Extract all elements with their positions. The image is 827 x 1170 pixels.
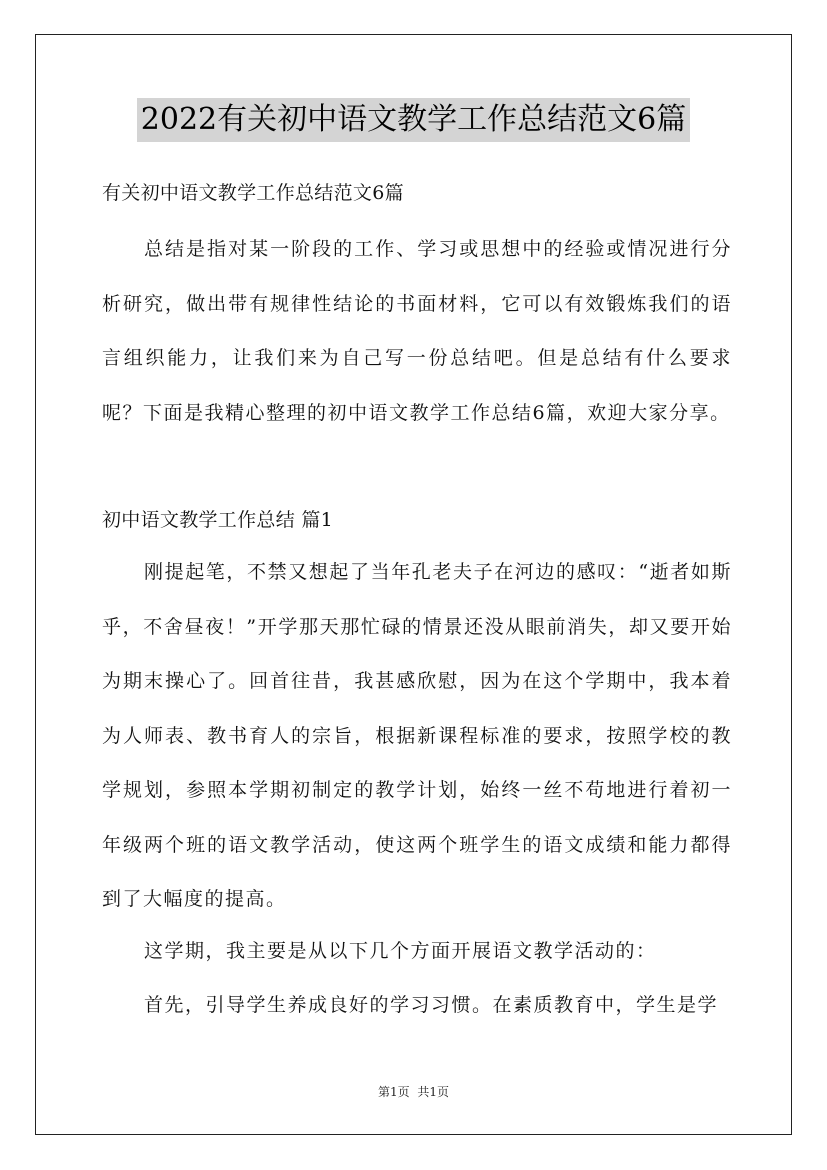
intro-paragraph: 总结是指对某一阶段的工作、学习或思想中的经验或情况进行分析研究，做出带有规律性结论的书面材料，它可以有效锻炼我们的语言组织能力，让我们来为自己写一份总结吧。但是总结有什么要求呢？下面是我精心整理的初中语文教学工作总结6篇，欢迎大家分享。 <box>102 238 732 424</box>
page-number: 第1页 <box>377 1085 410 1099</box>
document-subtitle: 有关初中语文教学工作总结范文6篇 <box>102 182 404 204</box>
page-total: 共1页 <box>417 1085 450 1099</box>
body-paragraph: 刚提起笔，不禁又想起了当年孔老夫子在河边的感叹：“逝者如斯乎，不舍昼夜！”开学那天那忙碌的情景还没从眼前消失，却又要开始为期末操心了。回首往昔，我甚感欣慰，因为在这个学期中，我本着为人师表、教书育人的宗旨，根据新课程标准的要求，按照学校的教学规划，参照本学期初制定的教学计划，始终一丝不苟地进行着初一年级两个班的语文教学活动，使这两个班学生的语文成绩和能力都得到了大幅度的提高。 <box>102 561 732 910</box>
section-heading: 初中语文教学工作总结 篇1 <box>102 509 334 531</box>
page-footer <box>0 1083 827 1100</box>
title-container <box>0 98 827 142</box>
body-paragraph: 这学期，我主要是从以下几个方面开展语文教学活动的： <box>144 940 657 962</box>
body-paragraph: 首先，引导学生养成良好的学习习惯。在素质教育中，学生是学 <box>144 994 719 1016</box>
document-title: 2022有关初中语文教学工作总结范文6篇 <box>137 98 690 142</box>
